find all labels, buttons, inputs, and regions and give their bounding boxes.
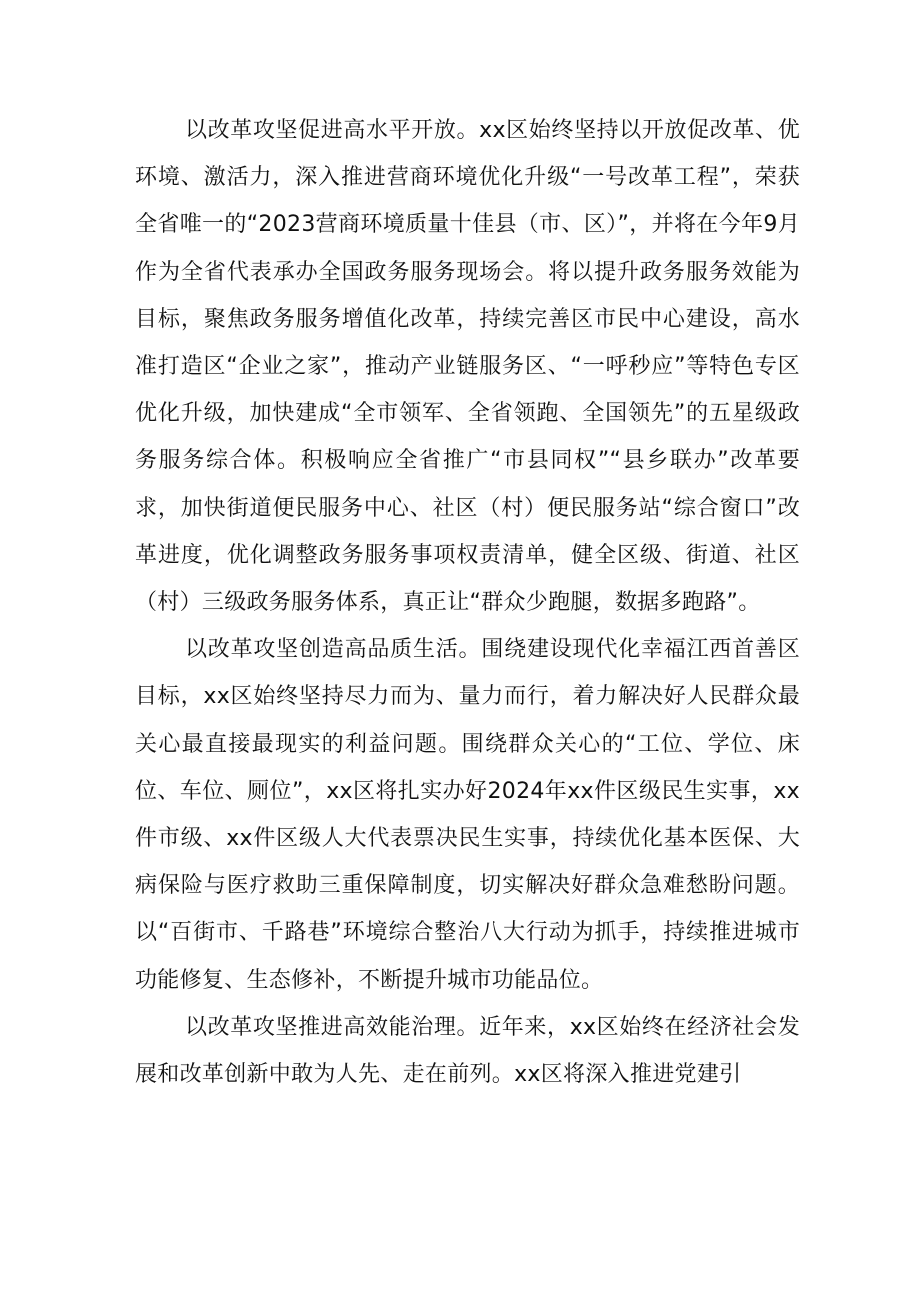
paragraph-quality-life: 以改革攻坚创造高品质生活。围绕建设现代化幸福江西首善区目标，xx区始终坚持尽力而为、量力而行，着力解决好人民群众最关心最直接最现实的利益问题。围绕群众关心的“工位、学位、床位、车位、厕位”，xx区将扎实办好2024年xx件区级民生实事，xx件市级、xx件区级人大代表票决民生实事，持续优化基本医保、大病保险与医疗救助三重保障制度，切实解决好群众急难愁盼问题。以“百街市、千路巷”环境综合整治八大行动为抓手，持续推进城市功能修复、生态修补，不断提升城市功能品位。 [135,637,800,993]
document-body [135,107,800,1098]
paragraph-efficient-governance: 以改革攻坚推进高效能治理。近年来，xx区始终在经济社会发展和改革创新中敢为人先、走在前列。xx区将深入推进党建引 [135,1014,800,1088]
paragraph-open-reform: 以改革攻坚促进高水平开放。xx区始终坚持以开放促改革、优环境、激活力，深入推进营商环境优化升级“一号改革工程”，荣获全省唯一的“2023营商环境质量十佳县（市、区）”，并将在今年9月作为全省代表承办全国政务服务现场会。将以提升政务服务效能为目标，聚焦政务服务增值化改革，持续完善区市民中心建设，高水准打造区“企业之家”，推动产业链服务区、“一呼秒应”等特色专区优化升级，加快建成“全市领军、全省领跑、全国领先”的五星级政务服务综合体。积极响应全省推广“市县同权”“县乡联办”改革要求，加快街道便民服务中心、社区（村）便民服务站“综合窗口”改革进度，优化调整政务服务事项权责清单，健全区级、街道、社区（村）三级政务服务体系，真正让“群众少跑腿，数据多跑路”。 [135,118,800,616]
